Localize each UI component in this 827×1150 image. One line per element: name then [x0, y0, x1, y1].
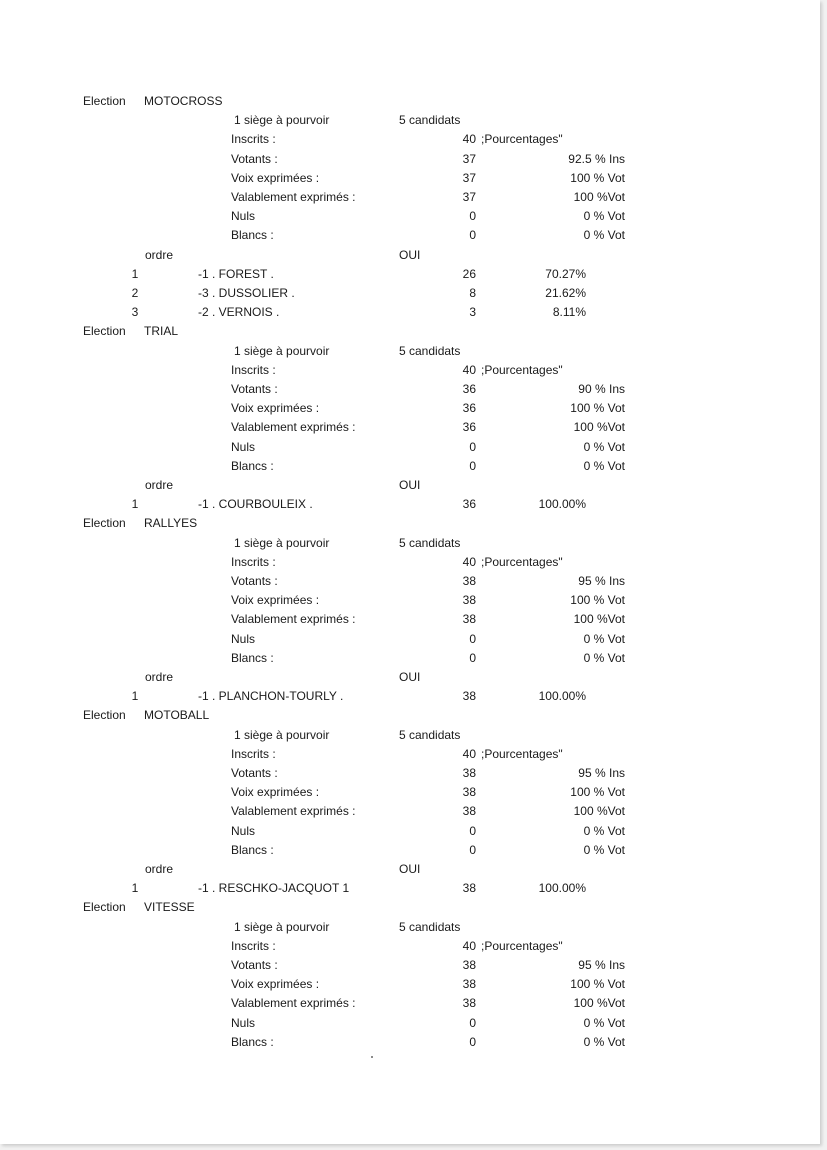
inscrits-label: Inscrits :: [231, 746, 276, 761]
exprimees-percent: 100 % Vot: [570, 170, 625, 185]
election-label: Election: [83, 324, 126, 339]
votants-percent: 92.5 % Ins: [568, 151, 625, 166]
votants-label: Votants :: [231, 958, 278, 972]
candidates-count: 5 candidats: [399, 535, 461, 550]
nuls-label: Nuls: [231, 1015, 256, 1030]
blancs-value: 0: [469, 650, 476, 665]
candidate-percent: 8.11%: [552, 305, 586, 320]
votants-percent: 90 % Ins: [578, 382, 625, 396]
inscrits-label: Inscrits :: [231, 938, 276, 953]
nuls-value: 0: [469, 631, 476, 646]
nuls-label: Nuls: [231, 209, 256, 224]
inscrits-label: Inscrits :: [231, 132, 276, 147]
exprimees-value: 36: [462, 401, 476, 416]
inscrits-value: 40: [462, 362, 476, 377]
valables-percent: 100 %Vot: [573, 996, 625, 1011]
election-name: RALLYES: [144, 516, 198, 531]
ordre-label: ordre: [145, 670, 174, 684]
blancs-percent: 0 % Vot: [583, 842, 625, 857]
valables-label: Valablement exprimés :: [231, 420, 356, 435]
candidate-percent: 70.27%: [545, 266, 586, 281]
result-rank: 1: [131, 266, 139, 281]
exprimees-percent: 100 % Vot: [570, 593, 625, 608]
nuls-percent: 0 % Vot: [583, 823, 625, 838]
pourcentages-header: ;Pourcentages": [481, 938, 563, 953]
candidate-name: -1 . PLANCHON-TOURLY .: [198, 689, 344, 704]
valables-percent: 100 %Vot: [573, 612, 625, 627]
candidate-name: -1 . FOREST .: [198, 266, 274, 281]
election-label: Election: [83, 94, 126, 108]
blancs-percent: 0 % Vot: [583, 228, 625, 243]
valables-value: 38: [462, 996, 476, 1011]
ordre-label: ordre: [145, 247, 174, 262]
candidates-count: 5 candidats: [399, 113, 461, 128]
candidate-votes: 38: [462, 881, 476, 896]
candidate-percent: 100.00%: [538, 881, 586, 896]
election-label: Election: [83, 900, 126, 915]
election-name: TRIAL: [144, 324, 179, 339]
candidate-name: -1 . RESCHKO-JACQUOT 1: [198, 881, 350, 896]
oui-label: OUI: [399, 247, 421, 262]
votants-value: 38: [462, 574, 476, 588]
votants-percent: 95 % Ins: [578, 958, 625, 972]
result-rank: 2: [131, 286, 139, 300]
votants-value: 37: [462, 151, 476, 166]
exprimees-label: Voix exprimées :: [231, 785, 320, 800]
exprimees-value: 37: [462, 170, 476, 185]
nuls-percent: 0 % Vot: [583, 631, 625, 646]
blancs-percent: 0 % Vot: [583, 1034, 625, 1049]
candidate-percent: 100.00%: [538, 689, 586, 704]
blancs-value: 0: [469, 228, 476, 243]
valables-value: 38: [462, 804, 476, 819]
inscrits-value: 40: [462, 554, 476, 569]
nuls-label: Nuls: [231, 439, 256, 454]
nuls-value: 0: [469, 439, 476, 454]
result-rank: 1: [131, 689, 139, 704]
valables-value: 37: [462, 190, 476, 204]
valables-label: Valablement exprimés :: [231, 804, 356, 819]
blancs-value: 0: [469, 1034, 476, 1049]
blancs-value: 0: [469, 458, 476, 473]
candidate-name: -3 . DUSSOLIER .: [198, 286, 295, 300]
blancs-label: Blancs :: [231, 458, 274, 473]
exprimees-label: Voix exprimées :: [231, 401, 320, 416]
votants-label: Votants :: [231, 382, 278, 396]
candidate-votes: 26: [462, 266, 476, 281]
blancs-percent: 0 % Vot: [583, 650, 625, 665]
inscrits-label: Inscrits :: [231, 554, 276, 569]
oui-label: OUI: [399, 478, 421, 492]
valables-value: 38: [462, 612, 476, 627]
exprimees-value: 38: [462, 785, 476, 800]
valables-percent: 100 %Vot: [573, 190, 625, 204]
candidate-name: -1 . COURBOULEIX .: [198, 497, 313, 512]
candidate-percent: 100.00%: [538, 497, 586, 512]
valables-label: Valablement exprimés :: [231, 612, 356, 627]
candidate-votes: 38: [462, 689, 476, 704]
nuls-value: 0: [469, 209, 476, 224]
result-rank: 3: [131, 305, 139, 320]
seats-text: 1 siège à pourvoir: [234, 343, 330, 358]
candidate-percent: 21.62%: [545, 286, 586, 300]
result-rank: 1: [131, 497, 139, 512]
inscrits-value: 40: [462, 746, 476, 761]
nuls-percent: 0 % Vot: [583, 209, 625, 224]
nuls-label: Nuls: [231, 823, 256, 838]
candidate-votes: 3: [469, 305, 476, 320]
nuls-label: Nuls: [231, 631, 256, 646]
candidate-name: -2 . VERNOIS .: [198, 305, 280, 320]
candidates-count: 5 candidats: [399, 727, 461, 742]
candidates-count: 5 candidats: [399, 919, 461, 934]
candidates-count: 5 candidats: [399, 343, 461, 358]
inscrits-value: 40: [462, 938, 476, 953]
exprimees-value: 38: [462, 977, 476, 992]
seats-text: 1 siège à pourvoir: [234, 535, 330, 550]
votants-percent: 95 % Ins: [578, 574, 625, 588]
candidate-votes: 8: [469, 286, 476, 300]
valables-label: Valablement exprimés :: [231, 190, 356, 204]
exprimees-percent: 100 % Vot: [570, 977, 625, 992]
nuls-percent: 0 % Vot: [583, 439, 625, 454]
candidate-votes: 36: [462, 497, 476, 512]
blancs-label: Blancs :: [231, 650, 274, 665]
votants-value: 36: [462, 382, 476, 396]
votants-value: 38: [462, 958, 476, 972]
pourcentages-header: ;Pourcentages": [481, 132, 563, 147]
pourcentages-header: ;Pourcentages": [481, 554, 563, 569]
votants-value: 38: [462, 766, 476, 780]
blancs-label: Blancs :: [231, 842, 274, 857]
valables-label: Valablement exprimés :: [231, 996, 356, 1011]
nuls-value: 0: [469, 1015, 476, 1030]
exprimees-percent: 100 % Vot: [570, 785, 625, 800]
seats-text: 1 siège à pourvoir: [234, 113, 330, 128]
exprimees-label: Voix exprimées :: [231, 593, 320, 608]
election-name: MOTOCROSS: [144, 94, 223, 108]
inscrits-label: Inscrits :: [231, 362, 276, 377]
election-label: Election: [83, 708, 126, 723]
blancs-label: Blancs :: [231, 228, 274, 243]
election-label: Election: [83, 516, 126, 531]
nuls-percent: 0 % Vot: [583, 1015, 625, 1030]
inscrits-value: 40: [462, 132, 476, 147]
ordre-label: ordre: [145, 862, 174, 876]
ordre-label: ordre: [145, 478, 174, 492]
votants-label: Votants :: [231, 766, 278, 780]
exprimees-label: Voix exprimées :: [231, 170, 320, 185]
votants-label: Votants :: [231, 574, 278, 588]
blancs-label: Blancs :: [231, 1034, 274, 1049]
oui-label: OUI: [399, 670, 421, 684]
election-name: MOTOBALL: [144, 708, 210, 723]
blancs-percent: 0 % Vot: [583, 458, 625, 473]
blancs-value: 0: [469, 842, 476, 857]
valables-value: 36: [462, 420, 476, 435]
votants-percent: 95 % Ins: [578, 766, 625, 780]
valables-percent: 100 %Vot: [573, 420, 625, 435]
pourcentages-header: ;Pourcentages": [481, 746, 563, 761]
exprimees-value: 38: [462, 593, 476, 608]
seats-text: 1 siège à pourvoir: [234, 919, 330, 934]
result-rank: 1: [131, 881, 139, 896]
pourcentages-header: ;Pourcentages": [481, 362, 563, 377]
votants-label: Votants :: [231, 151, 278, 166]
exprimees-percent: 100 % Vot: [570, 401, 625, 416]
nuls-value: 0: [469, 823, 476, 838]
seats-text: 1 siège à pourvoir: [234, 727, 330, 742]
oui-label: OUI: [399, 862, 421, 876]
exprimees-label: Voix exprimées :: [231, 977, 320, 992]
valables-percent: 100 %Vot: [573, 804, 625, 819]
election-name: VITESSE: [144, 900, 195, 915]
stray-mark: [371, 1056, 373, 1058]
